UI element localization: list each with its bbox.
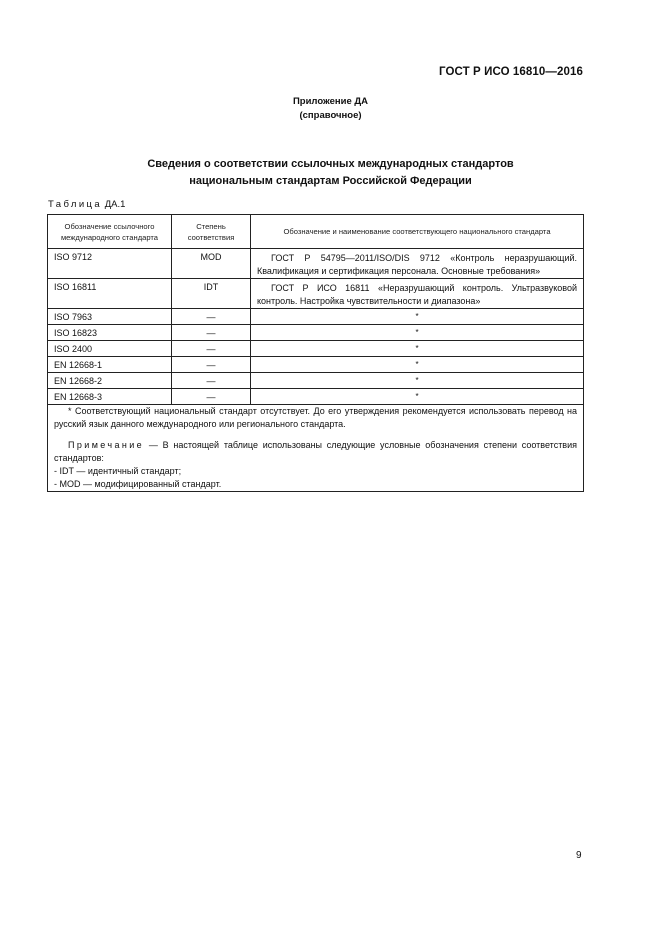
cell-national: *	[251, 357, 584, 373]
heading-line-1: Сведения о соответствии ссылочных международных стандартов	[147, 158, 514, 170]
note-paragraph	[54, 439, 577, 465]
column-header-national: Обозначение и наименование соответствующего национального стандарта	[251, 215, 584, 249]
note-label: Примечание	[68, 440, 145, 450]
cell-degree: IDT	[172, 279, 251, 309]
table-row	[48, 341, 584, 357]
cell-national: *	[251, 341, 584, 357]
annex-subtitle: (справочное)	[299, 110, 362, 121]
table-row	[48, 249, 584, 279]
table-row	[48, 357, 584, 373]
document-code: ГОСТ Р ИСО 16810—2016	[438, 66, 583, 78]
cell-reference: EN 12668-2	[48, 373, 172, 389]
cell-degree: —	[172, 341, 251, 357]
cell-reference: ISO 2400	[48, 341, 172, 357]
column-header-reference	[48, 215, 172, 249]
column-header-reference-line-1: Обозначение ссылочного	[64, 221, 155, 231]
cell-national: *	[251, 373, 584, 389]
note-item-idt: - IDT — идентичный стандарт;	[54, 466, 182, 476]
cell-degree: —	[172, 357, 251, 373]
table-row	[48, 309, 584, 325]
table-caption	[48, 199, 125, 210]
column-header-degree	[172, 215, 251, 249]
table-header-row	[48, 215, 584, 249]
table-caption-label: Таблица	[48, 199, 103, 210]
table-row	[48, 279, 584, 309]
footnote-text: * Соответствующий национальный стандарт отсутствует. До его утверждения рекомендуется использовать перевод на русский язык данного международного или регионального стандарта.	[54, 406, 577, 429]
table-footnote-cell	[48, 405, 584, 492]
table-row	[48, 373, 584, 389]
annex-title-block	[0, 95, 661, 123]
cell-reference: EN 12668-1	[48, 357, 172, 373]
table-row	[48, 389, 584, 405]
note-item-mod: - MOD — модифицированный стандарт.	[54, 479, 222, 489]
column-header-degree-line-2: соответствия	[187, 232, 235, 242]
cell-national: *	[251, 309, 584, 325]
cell-degree: MOD	[172, 249, 251, 279]
column-header-degree-line-1: Степень	[196, 221, 226, 231]
table-row	[48, 325, 584, 341]
annex-title: Приложение ДА	[292, 96, 369, 107]
cell-reference: ISO 7963	[48, 309, 172, 325]
table-footer-row	[48, 405, 584, 492]
column-header-reference-line-2: международного стандарта	[60, 232, 159, 242]
section-heading	[0, 156, 661, 190]
table-caption-number: ДА.1	[102, 199, 126, 210]
cell-reference: ISO 16811	[48, 279, 172, 309]
cell-degree: —	[172, 325, 251, 341]
cell-reference: EN 12668-3	[48, 389, 172, 405]
cell-degree: —	[172, 373, 251, 389]
heading-line-2: национальным стандартам Российской Федерации	[189, 175, 472, 187]
cell-national: ГОСТ Р ИСО 16811 «Неразрушающий контроль. Ультразвуковой контроль. Настройка чувствительности и диапазона»	[251, 279, 584, 309]
page-number: 9	[576, 850, 582, 861]
note-text: — В настоящей таблице использованы следующие условные обозначения степени соответствия стандартов:	[54, 440, 577, 463]
cell-degree: —	[172, 309, 251, 325]
cell-degree: —	[172, 389, 251, 405]
correspondence-table	[47, 214, 584, 492]
cell-national: ГОСТ Р 54795—2011/ISO/DIS 9712 «Контроль неразрушающий. Квалификация и сертификация персонала. Основные требования»	[251, 249, 584, 279]
cell-national: *	[251, 325, 584, 341]
cell-national: *	[251, 389, 584, 405]
cell-reference: ISO 16823	[48, 325, 172, 341]
cell-reference: ISO 9712	[48, 249, 172, 279]
